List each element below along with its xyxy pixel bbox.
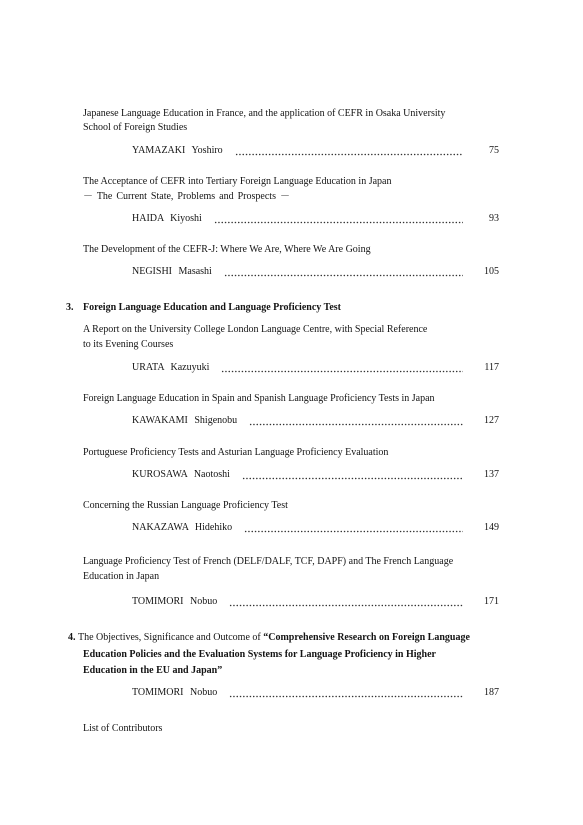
dot-leader	[229, 687, 463, 699]
toc-entry-author-row	[132, 469, 499, 481]
section-title-continued: Education Policies and the Evaluation Systems for Language Proficiency in Higher	[83, 649, 436, 660]
toc-entry-title: Foreign Language Education in Spain and Spanish Language Proficiency Tests in Japan	[83, 393, 435, 404]
toc-entry-author-row	[132, 687, 499, 699]
section-number: 4.	[68, 632, 76, 643]
dot-leader	[214, 213, 463, 225]
list-of-contributors: List of Contributors	[83, 723, 163, 734]
section-3-heading	[66, 302, 341, 314]
section-title: “Comprehensive Research on Foreign Language	[263, 632, 470, 643]
section-title-continued: Education in the EU and Japan”	[83, 665, 223, 676]
toc-entry-title: to its Evening Courses	[83, 339, 174, 350]
toc-entry-author-row	[132, 266, 499, 278]
toc-entry-title: Language Proficiency Test of French (DELF/DALF, TCF, DAPF) and The French Language	[83, 556, 454, 567]
dot-leader	[249, 415, 463, 427]
dot-leader	[242, 469, 463, 481]
toc-entry-author-row	[132, 362, 499, 374]
toc-entry-title: Portuguese Proficiency Tests and Asturian Language Proficiency Evaluation	[83, 447, 389, 458]
author-name: URATA Kazuyuki	[132, 362, 210, 373]
dot-leader	[229, 596, 463, 608]
dot-leader	[244, 522, 463, 534]
author-name: NAKAZAWA Hidehiko	[132, 522, 233, 533]
page-number: 117	[484, 362, 499, 373]
section-4-heading	[68, 632, 470, 644]
author-name: HAIDA Kiyoshi	[132, 213, 202, 224]
toc-entry-author-row	[132, 415, 499, 427]
toc-entry-title: The Development of the CEFR-J: Where We Are, Where We Are Going	[83, 244, 371, 255]
author-name: YAMAZAKI Yoshiro	[132, 145, 223, 156]
author-name: TOMIMORI Nobuo	[132, 687, 218, 698]
toc-entry-title: Japanese Language Education in France, and the application of CEFR in Osaka University	[83, 108, 446, 119]
page-number: 105	[484, 266, 499, 277]
toc-entry-author-row	[132, 145, 499, 157]
dot-leader	[224, 266, 463, 278]
dot-leader	[235, 145, 463, 157]
page-number: 149	[484, 522, 499, 533]
toc-entry-title: School of Foreign Studies	[83, 122, 188, 133]
toc-entry-author-row	[132, 596, 499, 608]
dot-leader	[221, 362, 463, 374]
author-name: KUROSAWA Naotoshi	[132, 469, 230, 480]
page-number: 75	[489, 145, 499, 156]
page-number: 187	[484, 687, 499, 698]
toc-entry-subtitle: － The Current State, Problems and Prospects －	[83, 191, 290, 202]
toc-entry-author-row	[132, 522, 499, 534]
author-name: TOMIMORI Nobuo	[132, 596, 218, 607]
author-name: KAWAKAMI Shigenobu	[132, 415, 238, 426]
toc-entry-author-row	[132, 213, 499, 225]
section-title: Foreign Language Education and Language Proficiency Test	[83, 302, 341, 313]
author-name: NEGISHI Masashi	[132, 266, 212, 277]
toc-entry-title: A Report on the University College London Language Centre, with Special Reference	[83, 324, 428, 335]
toc-entry-title: Education in Japan	[83, 571, 160, 582]
page-number: 93	[489, 213, 499, 224]
page-number: 171	[484, 596, 499, 607]
page-number: 127	[484, 415, 499, 426]
toc-entry-title: The Acceptance of CEFR into Tertiary Foreign Language Education in Japan	[83, 176, 392, 187]
section-number: 3.	[66, 302, 74, 313]
section-title-intro: The Objectives, Significance and Outcome of	[78, 632, 261, 643]
toc-entry-title: Concerning the Russian Language Proficiency Test	[83, 500, 288, 511]
page-number: 137	[484, 469, 499, 480]
